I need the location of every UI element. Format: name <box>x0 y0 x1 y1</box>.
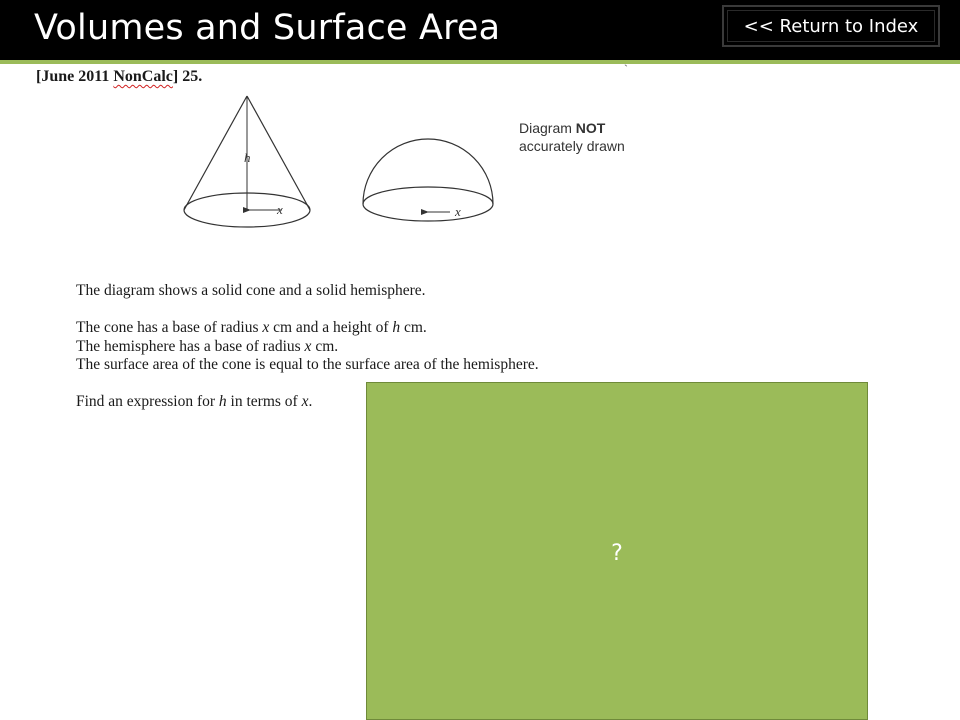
diagram-note-suffix: accurately drawn <box>519 138 625 154</box>
answer-reveal-box[interactable] <box>366 382 868 720</box>
question-line-3-b: x <box>304 337 312 355</box>
question-line-2-b: x <box>262 319 270 336</box>
question-reference-flagged: NonCalc <box>113 68 173 85</box>
question-line-2-e: cm. <box>400 319 427 336</box>
question-line-2-a: The cone has a base of radius <box>76 319 263 336</box>
question-reference-close: ] 25. <box>172 68 203 85</box>
return-to-index-button[interactable]: << Return to Index <box>722 5 940 47</box>
question-reference-open: [June 2011 <box>36 68 114 85</box>
question-line-5-a: Find an expression for <box>76 393 219 410</box>
question-reference <box>36 68 202 86</box>
question-line-3-a: The hemisphere has a base of radius <box>76 337 305 355</box>
header-accent-line <box>0 60 960 64</box>
diagram-note-strong: NOT <box>575 120 606 136</box>
page-title: Volumes and Surface Area <box>34 8 501 48</box>
question-line-5-b: h <box>218 393 227 410</box>
stray-mark: ` <box>624 62 628 76</box>
hemisphere-shape <box>363 139 493 221</box>
question-line-3 <box>76 338 676 357</box>
question-line-5-c: in terms of <box>226 393 302 410</box>
cone-radius-label: x <box>277 202 283 217</box>
question-line-5-d: x <box>301 393 309 410</box>
hemisphere-radius-label: x <box>455 204 461 219</box>
question-line-3-c: cm. <box>311 337 339 355</box>
diagram-disclaimer <box>519 119 659 155</box>
question-line-2-c: cm and a height of <box>269 319 393 336</box>
question-line-4: The surface area of the cone is equal to the surface area of the hemisphere. <box>76 356 539 373</box>
cone-hemisphere-figure <box>170 88 510 238</box>
answer-placeholder: ? <box>611 540 623 566</box>
question-line-1: The diagram shows a solid cone and a solid hemisphere. <box>76 282 426 299</box>
question-line-2-d: h <box>392 319 401 336</box>
diagram-note-prefix: Diagram <box>519 120 576 136</box>
question-line-5-e: . <box>308 393 313 410</box>
cone-height-label: h <box>244 150 251 165</box>
question-line-2 <box>76 319 676 338</box>
